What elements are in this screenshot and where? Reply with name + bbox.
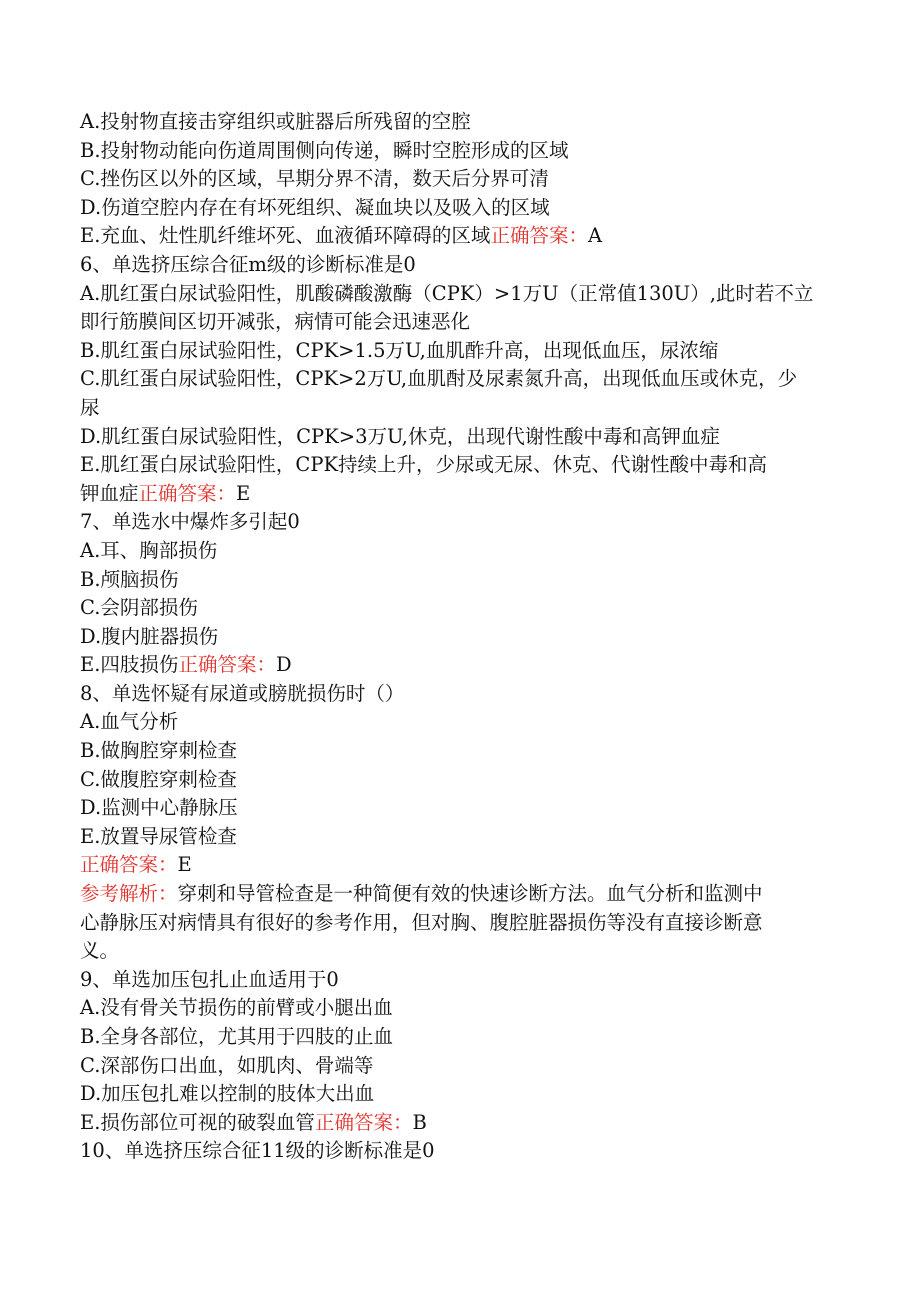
option-line: B.颅脑损伤 (80, 567, 179, 591)
option-line: C.深部伤口出血，如肌肉、骨端等 (80, 1053, 374, 1077)
answer-label: 正确答案： (138, 481, 237, 505)
option-text: E.损伤部位可视的破裂血管 (80, 1110, 315, 1134)
answer-value: D (275, 653, 292, 677)
option-line: 即行筋膜间区切开减张，病情可能会迅速恶化 (80, 310, 471, 334)
option-text: E.四肢损伤 (80, 653, 179, 677)
option-line: D.肌红蛋白尿试验阳性，CPK>3万U,休克，出现代谢性酸中毒和高钾血症 (80, 424, 720, 448)
option-line: A.血气分析 (80, 710, 179, 734)
option-line (80, 480, 850, 509)
answer-label: 正确答案： (178, 653, 276, 677)
question-line: 10、单选挤压综合征11级的诊断标准是0 (80, 1139, 435, 1163)
option-line: A.投射物直接击穿组织或脏器后所残留的空腔 (80, 110, 471, 133)
option-line: C.挫伤区以外的区域，早期分界不清，数天后分界可清 (80, 167, 549, 191)
answer-value: E (177, 853, 192, 877)
option-line: D.加压包扎难以控制的肢体大出血 (80, 1082, 375, 1106)
option-line: E.放置导尿管检查 (80, 824, 237, 848)
option-line: B.肌红蛋白尿试验阳性，CPK>1.5万U,血肌酢升高，出现低血压，尿浓缩 (80, 338, 719, 362)
option-line: A.没有骨关节损伤的前臂或小腿出血 (80, 996, 393, 1020)
option-line: C.做腹腔穿刺检查 (80, 767, 237, 791)
option-line: 尿 (80, 395, 100, 419)
option-line: B.做胸腔穿刺检查 (80, 739, 238, 763)
option-line: C.会阴部损伤 (80, 596, 198, 620)
question-line: 9、单选加压包扎止血适用于0 (80, 967, 339, 991)
analysis-line: 义。 (80, 939, 120, 963)
option-line: C.肌红蛋白尿试验阳性，CPK>2万U,血肌酎及尿素氮升高，出现低血压或休克，少 (80, 367, 798, 391)
option-line: D.腹内脏器损伤 (80, 624, 219, 648)
option-line: B.全身各部位，尤其用于四肢的止血 (80, 1025, 394, 1048)
analysis-line: 心静脉压对病情具有很好的参考作用，但对胸、腹腔脏器损伤等没有直接诊断意 (80, 910, 763, 934)
question-line: 7、单选水中爆炸多引起0 (80, 510, 300, 534)
option-line: D.伤道空腔内存在有坏死组织、凝血块以及吸入的区域 (80, 195, 550, 219)
option-line: A.肌红蛋白尿试验阳性，肌酸磷酸激酶（CPK）>1万U（正常值130U）,此时若不立 (80, 281, 814, 305)
answer-value: E (236, 481, 251, 505)
answer-label: 正确答案： (490, 224, 588, 248)
option-line: D.监测中心静脉压 (80, 796, 238, 820)
analysis-line (80, 880, 850, 909)
option-line: B.投射物动能向伤道周围侧向传递，瞬时空腔形成的区域 (80, 138, 569, 162)
answer-value: B (412, 1110, 427, 1134)
answer-value: A (587, 224, 603, 248)
option-line (80, 1109, 850, 1138)
option-line: E.肌红蛋白尿试验阳性，CPK持续上升，少尿或无尿、休克、代谢性酸中毒和高 (80, 453, 768, 477)
analysis-label: 参考解析： (80, 882, 178, 906)
option-line (80, 222, 850, 251)
question-line: 8、单选怀疑有尿道或膀胱损伤时（） (80, 681, 405, 705)
option-line (80, 651, 850, 680)
question-line: 6、单选挤压综合征m级的诊断标准是0 (80, 252, 416, 276)
answer-line (80, 851, 850, 880)
analysis-text: 穿刺和导管检查是一种简便有效的快速诊断方法。血气分析和监测中 (177, 882, 763, 906)
document-page (80, 108, 850, 1166)
answer-label: 正确答案： (314, 1110, 413, 1134)
option-line: A.耳、胸部损伤 (80, 538, 218, 562)
option-text: E.充血、灶性肌纤维坏死、血液循环障碍的区域 (80, 224, 491, 248)
option-text: 钾血症 (80, 481, 139, 505)
answer-label: 正确答案： (80, 853, 178, 877)
